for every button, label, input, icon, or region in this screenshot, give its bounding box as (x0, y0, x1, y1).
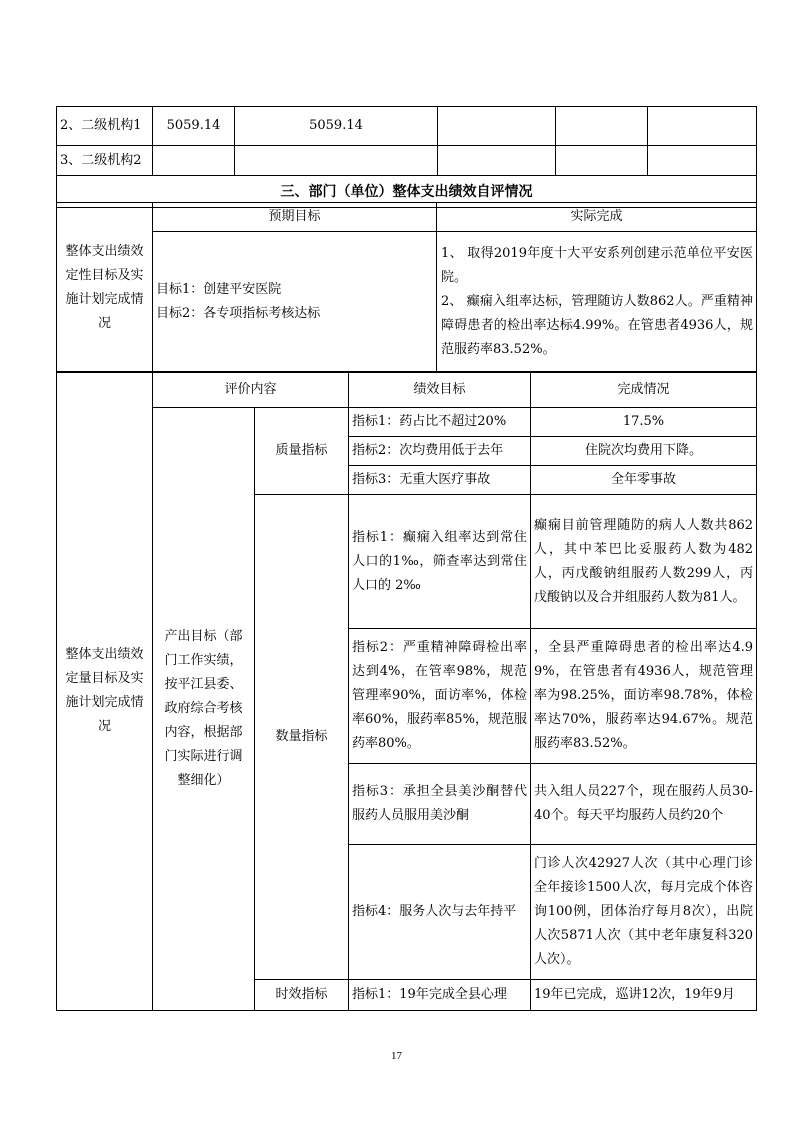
done-cell: 17.5% (531, 408, 757, 437)
output-label: 产出目标（部门工作实绩，按平江县委、政府综合考核内容，根据部门实际进行调整细化） (153, 408, 255, 1011)
timeliness-label: 时效指标 (255, 980, 349, 1011)
section-title: 三、部门（单位）整体支出绩效自评情况 (57, 176, 757, 208)
row-label: 3、二级机构2 (57, 146, 153, 176)
goal-cell: 指标3：无重大医疗事故 (349, 466, 531, 495)
table-row (57, 408, 757, 437)
qualitative-row-label: 整体支出绩效定性目标及实施计划完成情况 (57, 203, 153, 373)
goal-cell: 指标1：药占比不超过20% (349, 408, 531, 437)
actual-results (437, 232, 757, 373)
cell-value (153, 146, 235, 176)
done-cell: 全年零事故 (531, 466, 757, 495)
row-label: 2、二级机构1 (57, 107, 153, 146)
budget-row (57, 146, 757, 176)
expected-goal: 目标1：创建平安医院 (156, 282, 282, 297)
quantity-label: 数量指标 (255, 495, 349, 980)
col-header-goal: 绩效目标 (349, 372, 531, 408)
col-header-expected: 预期目标 (153, 203, 437, 232)
expected-goal: 目标2：各专项指标考核达标 (156, 306, 321, 321)
cell-value (648, 107, 757, 146)
done-cell: 门诊人次42927人次（其中心理门诊全年接诊1500人次，每月完成个体咨询100例，团体治疗每月8次），出院人次5871人次（其中老年康复科320人次）。 (531, 845, 757, 980)
quantitative-table (56, 371, 757, 1011)
done-cell: 癫痫目前管理随防的病人人数共862人，其中苯巴比妥服药人数为482人，丙戊酸钠组服药人数299人，丙戊酸钠以及合并组服药人数为81人。 (531, 495, 757, 629)
goal-cell: 指标4：服务人次与去年持平 (349, 845, 531, 980)
goal-cell: 指标1：癫痫入组率达到常住人口的1‰，筛查率达到常住人口的 2‰ (349, 495, 531, 629)
cell-value: 5059.14 (235, 107, 438, 146)
quantitative-row-label: 整体支出绩效定量目标及实施计划完成情况 (57, 372, 153, 1011)
done-cell: 住院次均费用下降。 (531, 437, 757, 466)
budget-table (56, 106, 757, 208)
cell-value (556, 107, 648, 146)
cell-value (556, 146, 648, 176)
cell-value (438, 146, 556, 176)
col-header-actual: 实际完成 (437, 203, 757, 232)
cell-value: 5059.14 (153, 107, 235, 146)
quality-label: 质量指标 (255, 408, 349, 495)
done-cell: ，全县严重障碍患者的检出率达4.99%，在管患者有4936人，规范管理率为98.25%，面访率98.78%，体检率达70%，服药率达94.67%。规范服药率83.52%。 (531, 629, 757, 764)
cell-value (438, 107, 556, 146)
goal-cell: 指标3：承担全县美沙酮替代服药人员服用美沙酮 (349, 764, 531, 845)
done-cell: 19年已完成，巡讲12次，19年9月 (531, 980, 757, 1011)
actual-result: 2、 癫痫入组率达标，管理随访人数862人。严重精神障碍患者的检出率达标4.99%。在管患者4936人，规范服药率83.52%。 (441, 294, 753, 357)
goal-cell: 指标2：次均费用低于去年 (349, 437, 531, 466)
cell-value (235, 146, 438, 176)
done-cell: 共入组人员227个，现在服药人员30-40个。每天平均服药人员约20个 (531, 764, 757, 845)
col-header-eval: 评价内容 (153, 372, 349, 408)
cell-value (648, 146, 757, 176)
actual-result: 1、 取得2019年度十大平安系列创建示范单位平安医院。 (441, 246, 753, 285)
goal-cell: 指标2：严重精神障碍检出率达到4%，在管率98%，规范管理率90%，面访率%，体检率60%，服药率85%，规范服药率80%。 (349, 629, 531, 764)
goal-cell: 指标1：19年完成全县心理 (349, 980, 531, 1011)
qualitative-table (56, 202, 757, 373)
budget-row (57, 107, 757, 146)
expected-goals (153, 232, 437, 373)
page-number: 17 (391, 1050, 402, 1062)
col-header-done: 完成情况 (531, 372, 757, 408)
